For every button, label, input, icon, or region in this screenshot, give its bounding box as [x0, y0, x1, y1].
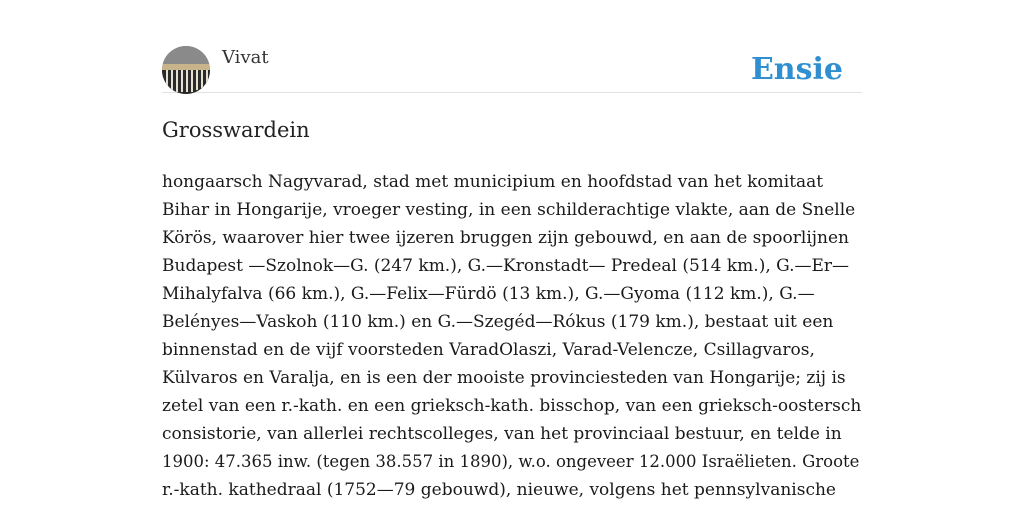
body-line: Külvaros en Varalja, en is een der mooiste provinciesteden van Hongarije; zij is [162, 368, 846, 388]
body-line: consistorie, van allerlei rechtscolleges, van het provinciaal bestuur, en telde in [162, 424, 842, 444]
site-logo[interactable]: Ensie [750, 52, 843, 87]
body-line: hongaarsch Nagyvarad, stad met municipium en hoofdstad van het komitaat [162, 172, 824, 192]
article-title: Grosswardein [162, 118, 310, 142]
body-line: Bihar in Hongarije, vroeger vesting, in een schilderachtige vlakte, aan de Snelle [162, 200, 856, 220]
body-line: r.-kath. kathedraal (1752—79 gebouwd), nieuwe, volgens het pennsylvanische [162, 480, 836, 500]
body-line: Belényes—Vaskoh (110 km.) en G.—Szegéd—Rókus (179 km.), bestaat uit een [162, 312, 834, 332]
body-line: Budapest —Szolnok—G. (247 km.), G.—Kronstadt— Predeal (514 km.), G.—Er— [162, 256, 850, 276]
header [162, 46, 862, 93]
body-line: Körös, waarover hier twee ijzeren bruggen zijn gebouwd, en aan de spoorlijnen [162, 228, 849, 248]
body-line: binnenstad en de vijf voorsteden VaradOlaszi, Varad-Velencze, Csillagvaros, [162, 340, 815, 360]
body-line: 1900: 47.365 inw. (tegen 38.557 in 1890), w.o. ongeveer 12.000 Israëlieten. Groote [162, 452, 860, 471]
user-avatar-icon[interactable] [162, 46, 210, 94]
username[interactable]: Vivat [222, 47, 269, 68]
body-line: Mihalyfalva (66 km.), G.—Felix—Fürdö (13 km.), G.—Gyoma (112 km.), G.— [162, 284, 815, 304]
article-body [162, 168, 862, 504]
page [162, 0, 862, 512]
body-line: zetel van een r.-kath. en een grieksch-kath. bisschop, van een grieksch-oostersch [162, 396, 862, 416]
